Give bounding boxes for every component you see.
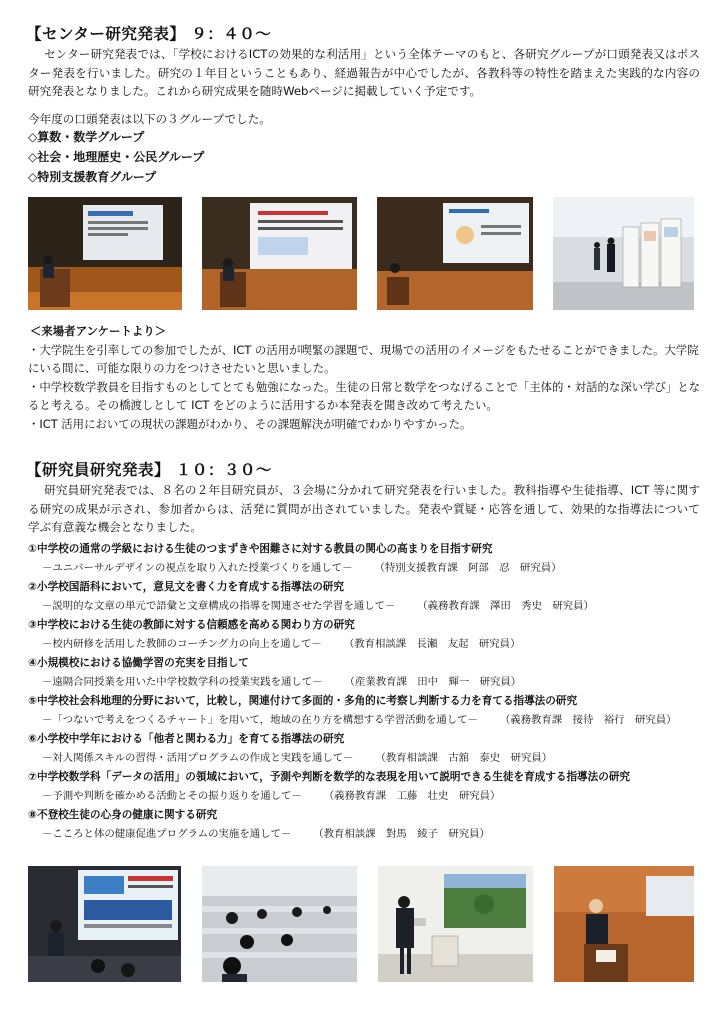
research-topic xyxy=(28,540,704,578)
topic-presenter: （義務教育課 工藤 壮史 研究員） xyxy=(323,790,501,802)
survey-heading: ＜来場者アンケートより＞ xyxy=(30,324,167,338)
topic-presenter: （義務教育課 澤田 秀史 研究員） xyxy=(417,600,594,612)
topic-title: ⑧不登校生徒の心身の健康に関する研究 xyxy=(28,809,218,821)
center-presentation-photo-3 xyxy=(377,197,533,310)
researcher-presentation-photo-3 xyxy=(554,866,694,982)
topic-subtitle-text: －説明的な文章の単元で語彙と文章構成の指導を関連させた学習を通して－ xyxy=(42,600,396,612)
topic-subtitle-text: －対人関係スキルの習得・活用プログラムの作成と実践を通して－ xyxy=(42,752,354,764)
research-topic-list xyxy=(28,540,704,844)
topic-presenter: （特別支援教育課 阿部 忍 研究員） xyxy=(374,562,562,574)
topic-title: ⑥小学校中学年における「他者と関わる力」を育てる指導法の研究 xyxy=(28,733,345,745)
topic-subtitle xyxy=(28,825,704,844)
section1-title: 【センター研究発表】 ９：４０～ xyxy=(26,25,272,43)
topic-title: ②小学校国語科において，意見文を書く力を育成する指導法の研究 xyxy=(28,581,344,593)
survey-item: ・大学院生を引率しての参加でしたが、ICT の活用が喫緊の課題で、現場での活用のイメージをもたせることができました。大学院にいる間に、可能な限りの力をつけさせたいと思いました。 xyxy=(28,342,699,376)
topic-subtitle xyxy=(28,673,704,692)
research-topic xyxy=(28,768,704,806)
section1-paragraph-2: 今年度の口頭発表は以下の３グループでした。 xyxy=(28,112,271,126)
group-list xyxy=(28,127,204,187)
topic-presenter: （教育相談課 長瀬 友起 研究員） xyxy=(343,638,521,650)
research-topic xyxy=(28,692,704,730)
research-topic xyxy=(28,578,704,616)
section1-paragraph-text: センター研究発表では、「学校におけるICTの効果的な利活用」という全体テーマのもと、各研究グループが口頭発表又はポスター発表を行いました。研究の１年目ということもあり、経過報告が中心でしたが、各教科等の特性を踏まえた実践的な内容の研究発表となりました。これから研究成果を随時Webページに掲載していく予定です。 xyxy=(28,47,700,98)
topic-subtitle-text: －校内研修を活用した教師のコーチング力の向上を通して－ xyxy=(42,638,322,650)
research-topic xyxy=(28,730,704,768)
topic-subtitle-text: －遠隔合同授業を用いた中学校数学科の授業実践を通して－ xyxy=(42,676,323,688)
topic-subtitle-text: －ユニバーサルデザインの視点を取り入れた授業づくりを通して－ xyxy=(42,562,353,574)
survey-item: ・ICT 活用においての現状の課題がわかり、その課題解決が明確でわかりやすかった。 xyxy=(28,416,472,431)
top-photo-row xyxy=(28,197,694,310)
topic-title: ⑦中学校数学科「データの活用」の領域において，予測や判断を数学的な表現を用いて説明できる生徒を育成する指導法の研究 xyxy=(28,771,631,783)
section2-paragraph xyxy=(28,481,700,537)
research-topic xyxy=(28,654,704,692)
group-item: ◇算数・数学グループ xyxy=(28,130,145,144)
survey-section xyxy=(28,322,704,434)
topic-subtitle-text: －予測や判断を確かめる活動とその振り返りを通して－ xyxy=(42,790,302,802)
research-topic xyxy=(28,806,704,844)
topic-presenter: （教育相談課 對馬 綾子 研究員） xyxy=(313,828,490,840)
research-topic xyxy=(28,616,704,654)
center-presentation-photo-1 xyxy=(28,197,182,310)
topic-subtitle xyxy=(28,635,704,654)
section2-title: 【研究員研究発表】 １０：３０～ xyxy=(26,461,272,479)
section1-paragraph xyxy=(28,45,700,101)
topic-subtitle-text: －こころと体の健康促進プログラムの実施を通して－ xyxy=(42,828,292,840)
group-item: ◇社会・地理歴史・公民グループ xyxy=(28,150,205,164)
topic-subtitle xyxy=(28,711,704,730)
topic-title: ③中学校における生徒の教師に対する信頼感を高める関わり方の研究 xyxy=(28,619,355,631)
topic-subtitle xyxy=(28,597,704,616)
topic-subtitle xyxy=(28,559,704,578)
topic-subtitle-text: －「つないで考えをつくるチャート」を用いて，地域の在り方を構想する学習活動を通して－ xyxy=(42,714,478,726)
researcher-presentation-photo-2 xyxy=(378,866,533,982)
topic-title: ④小規模校における協働学習の充実を目指して xyxy=(28,657,249,669)
topic-presenter: （義務教育課 接待 裕行 研究員） xyxy=(499,714,677,726)
group-item: ◇特別支援教育グループ xyxy=(28,170,157,184)
topic-presenter: （産業教育課 田中 輝一 研究員） xyxy=(344,676,522,688)
topic-subtitle xyxy=(28,749,704,768)
topic-subtitle xyxy=(28,787,704,806)
survey-item: ・中学校数学教員を目指すものとしてとても勉強になった。生徒の日常と数学をつなげることで「主体的・対話的な深い学び」となると考える。その橋渡しとして ICT をどのように活用するか本発表を聞き改めて考えたい。 xyxy=(28,379,701,413)
topic-title: ①中学校の通常の学級における生徒のつまずきや困難さに対する教員の関心の高まりを目指す研究 xyxy=(28,543,493,555)
topic-presenter: （教育相談課 古舘 泰史 研究員） xyxy=(375,752,553,764)
researcher-presentation-photo-1 xyxy=(28,866,181,982)
audience-photo xyxy=(202,866,357,982)
center-presentation-photo-2 xyxy=(202,197,357,310)
bottom-photo-row xyxy=(28,866,694,982)
topic-title: ⑤中学校社会科地理的分野において，比較し，関連付けて多面的・多角的に考察し判断する力を育てる指導法の研究 xyxy=(28,695,578,707)
section2-paragraph-text: 研究員研究発表では、８名の２年目研究員が、３会場に分かれて研究発表を行いました。教科指導や生徒指導、ICT 等に関する研究の成果が示され、参加者からは、活発に質問が出されていました。発表や質疑・応答を通して、効果的な指導法について学ぶ有意義な機会となりました。 xyxy=(28,483,700,534)
poster-session-photo xyxy=(553,197,694,310)
